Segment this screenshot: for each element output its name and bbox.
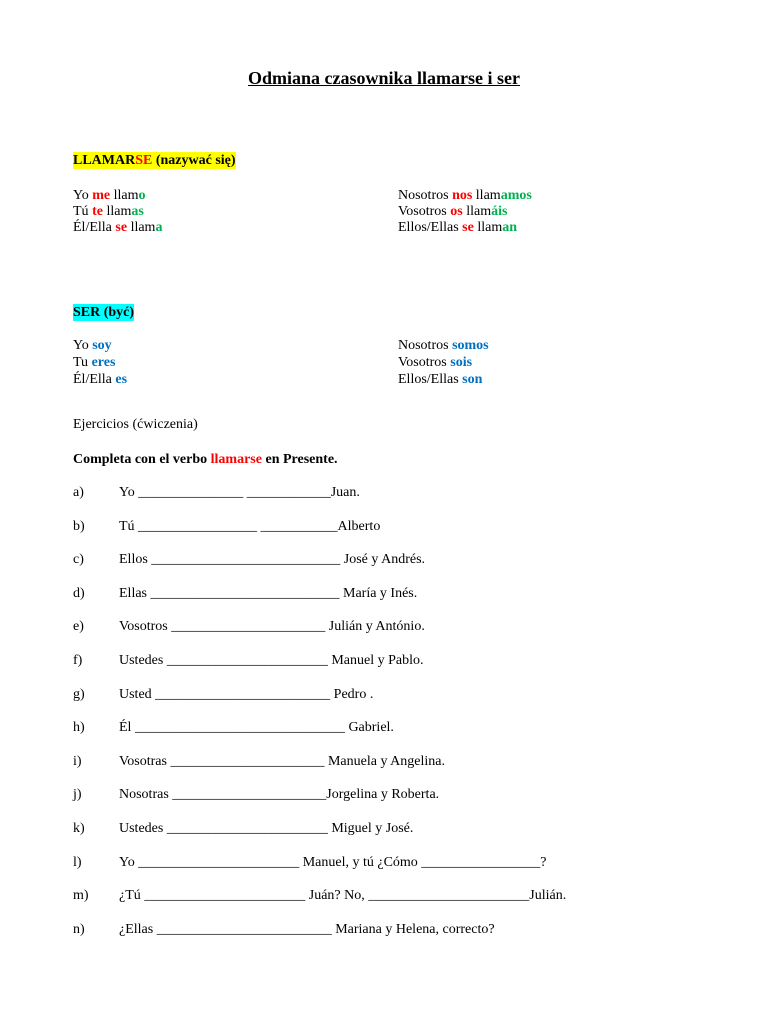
exercise-letter: e)	[73, 619, 84, 634]
verb-form: sois	[450, 355, 473, 370]
verb-stem: llam	[110, 188, 139, 203]
verb-stem: llam	[462, 204, 492, 219]
verb-ending: áis	[491, 204, 508, 219]
verb-form: son	[462, 372, 483, 387]
exercise-sentence[interactable]: Ustedes _______________________ Miguel y José.	[119, 821, 414, 836]
pronoun: Ellos/Ellas	[398, 372, 463, 387]
verb-stem: llam	[473, 220, 503, 235]
llamarse-row-el	[73, 219, 162, 236]
pronoun: Nosotros	[398, 338, 453, 353]
exercise-letter: d)	[73, 586, 85, 601]
exercise-sentence[interactable]: Ellos ___________________________ José y Andrés.	[119, 552, 426, 567]
pronoun: Vosotros	[398, 355, 451, 370]
reflexive-pronoun: se	[115, 220, 128, 235]
llamarse-row-yo	[73, 187, 146, 204]
exercise-letter: h)	[73, 720, 85, 735]
exercise-letter: l)	[73, 855, 82, 870]
verb-ending: as	[131, 204, 144, 219]
verb-stem: llam	[472, 188, 501, 203]
reflexive-pronoun: me	[92, 188, 111, 203]
pronoun: Nosotros	[398, 188, 453, 203]
ser-row-vosotros	[398, 354, 472, 371]
reflexive-pronoun: os	[450, 204, 463, 219]
ser-row-el	[73, 371, 127, 388]
pronoun: Él/Ella	[73, 220, 116, 235]
llamarse-heading-se: SE	[135, 153, 153, 168]
reflexive-pronoun: te	[92, 204, 103, 219]
llamarse-heading	[73, 152, 236, 169]
reflexive-pronoun: nos	[452, 188, 473, 203]
exercise-sentence[interactable]: Vosotros ______________________ Julián y António.	[119, 619, 425, 634]
exercise-letter: f)	[73, 653, 83, 668]
verb-ending: o	[138, 188, 146, 203]
exercises-label: Ejercicios (ćwiczenia)	[73, 417, 198, 432]
exercise-sentence[interactable]: ¿Tú _______________________ Juán? No, _______________________Julián.	[119, 888, 567, 903]
pronoun: Tu	[73, 355, 92, 370]
pronoun: Vosotros	[398, 204, 451, 219]
exercise-sentence[interactable]: Ellas ___________________________ María y Inés.	[119, 586, 418, 601]
page-title: Odmiana czasownika llamarse i ser	[248, 68, 520, 88]
verb-ending: amos	[500, 188, 532, 203]
exercise-letter: c)	[73, 552, 84, 567]
exercise-letter: i)	[73, 754, 82, 769]
exercise-sentence[interactable]: Tú _________________ ___________Alberto	[119, 519, 381, 534]
exercise-letter: k)	[73, 821, 85, 836]
exercise-letter: n)	[73, 922, 85, 937]
pronoun: Él/Ella	[73, 372, 116, 387]
llamarse-row-ellos	[398, 219, 517, 236]
reflexive-pronoun: se	[462, 220, 474, 235]
exercise-sentence[interactable]: ¿Ellas _________________________ Mariana y Helena, correcto?	[119, 922, 495, 937]
pronoun: Yo	[73, 338, 93, 353]
verb-ending: an	[502, 220, 518, 235]
exercise-sentence[interactable]: Yo _______________ ____________Juan.	[119, 485, 360, 500]
verb-stem: llam	[127, 220, 156, 235]
verb-ending: a	[155, 220, 163, 235]
llamarse-row-vosotros	[398, 203, 507, 220]
exercise-sentence[interactable]: Nosotras ______________________Jorgelina y Roberta.	[119, 787, 440, 802]
ser-row-tu	[73, 354, 115, 371]
exercise-sentence[interactable]: Usted _________________________ Pedro .	[119, 687, 374, 702]
verb-form: somos	[452, 338, 489, 353]
instruction-verb: llamarse	[210, 452, 262, 467]
llamarse-heading-main: LLAMAR	[73, 153, 136, 168]
ser-heading: SER (być)	[73, 305, 135, 320]
exercise-sentence[interactable]: Vosotras ______________________ Manuela y Angelina.	[119, 754, 445, 769]
verb-form: es	[115, 372, 128, 387]
instruction-text-end: en Presente.	[261, 452, 338, 467]
instruction	[73, 451, 338, 468]
exercise-letter: j)	[73, 787, 82, 802]
exercise-sentence[interactable]: Él ______________________________ Gabriel.	[119, 720, 394, 735]
pronoun: Tú	[73, 204, 93, 219]
ser-row-yo	[73, 337, 112, 354]
pronoun: Ellos/Ellas	[398, 220, 463, 235]
llamarse-row-tu	[73, 203, 144, 220]
instruction-text: Completa con el verbo	[73, 452, 211, 467]
verb-form: soy	[92, 338, 112, 353]
ser-row-ellos	[398, 371, 482, 388]
exercise-letter: m)	[73, 888, 89, 903]
ser-row-nosotros	[398, 337, 489, 354]
verb-stem: llam	[102, 204, 132, 219]
exercise-letter: a)	[73, 485, 84, 500]
exercise-letter: b)	[73, 519, 85, 534]
exercise-sentence[interactable]: Yo _______________________ Manuel, y tú ¿Cómo _________________?	[119, 855, 547, 870]
llamarse-row-nosotros	[398, 187, 532, 204]
verb-form: eres	[91, 355, 116, 370]
pronoun: Yo	[73, 188, 93, 203]
exercise-letter: g)	[73, 687, 85, 702]
llamarse-heading-rest: (nazywać się)	[152, 153, 236, 168]
exercise-sentence[interactable]: Ustedes _______________________ Manuel y Pablo.	[119, 653, 424, 668]
